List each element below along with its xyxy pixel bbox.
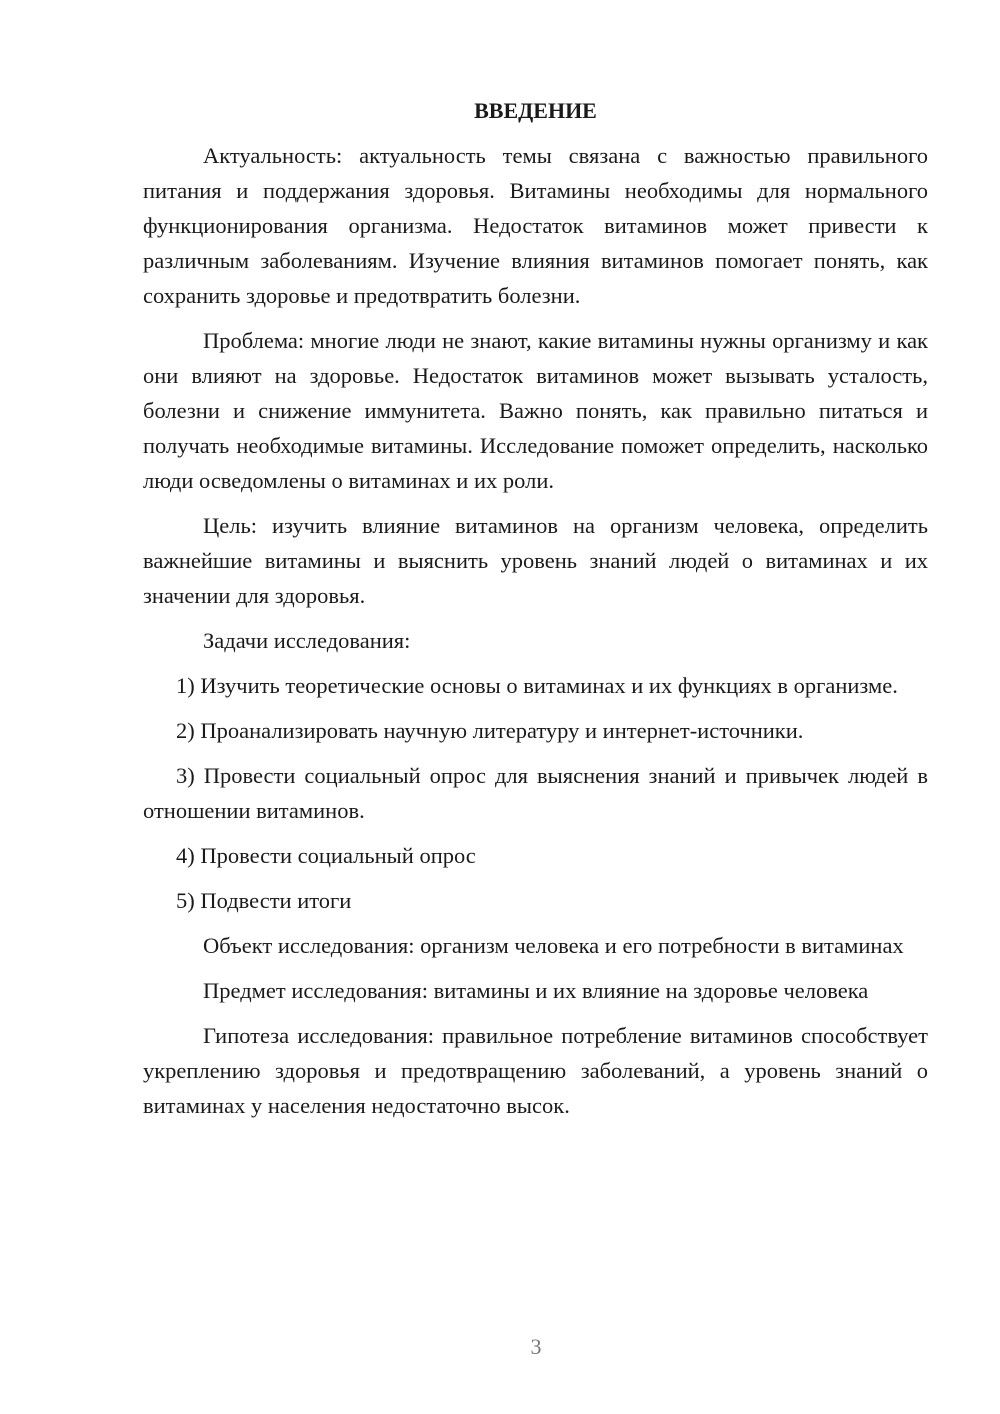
task-item: 2) Проанализировать научную литературу и интернет-источники. [176, 718, 804, 743]
paragraph-subject: Предмет исследования: витамины и их влияние на здоровье человека [203, 978, 869, 1003]
task-item: 1) Изучить теоретические основы о витаминах и их функциях в организме. [176, 673, 898, 698]
page-number: 3 [530, 1334, 542, 1359]
page-content [143, 93, 928, 1133]
tasks-title: Задачи исследования: [203, 628, 411, 653]
paragraph-problem: Проблема: многие люди не знают, какие витамины нужны организму и как они влияют на здоровье. Недостаток витаминов может вызывать усталость, болезни и снижение иммунитета. Важно понять, как правильно питаться и получать необходимые витамины. Исследование поможет определить, насколько люди осведомлены о витаминах и их роли. [143, 328, 928, 493]
paragraph-goal: Цель: изучить влияние витаминов на организм человека, определить важнейшие витамины и выяснить уровень знаний людей о витаминах и их значении для здоровья. [143, 513, 928, 608]
section-heading: ВВЕДЕНИЕ [474, 98, 597, 123]
paragraph-hypothesis: Гипотеза исследования: правильное потребление витаминов способствует укреплению здоровья и предотвращению заболеваний, а уровень знаний о витаминах у населения недостаточно высок. [143, 1023, 928, 1118]
paragraph-object: Объект исследования: организм человека и его потребности в витаминах [203, 933, 904, 958]
task-item: 4) Провести социальный опрос [176, 843, 476, 868]
paragraph-relevance: Актуальность: актуальность темы связана с важностью правильного питания и поддержания здоровья. Витамины необходимы для нормального функционирования организма. Недостаток витаминов может привести к различным заболеваниям. Изучение влияния витаминов помогает понять, как сохранить здоровье и предотвратить болезни. [143, 143, 928, 308]
task-item: 3) Провести социальный опрос для выяснения знаний и привычек людей в отношении витаминов. [143, 763, 928, 823]
task-item: 5) Подвести итоги [176, 888, 352, 913]
